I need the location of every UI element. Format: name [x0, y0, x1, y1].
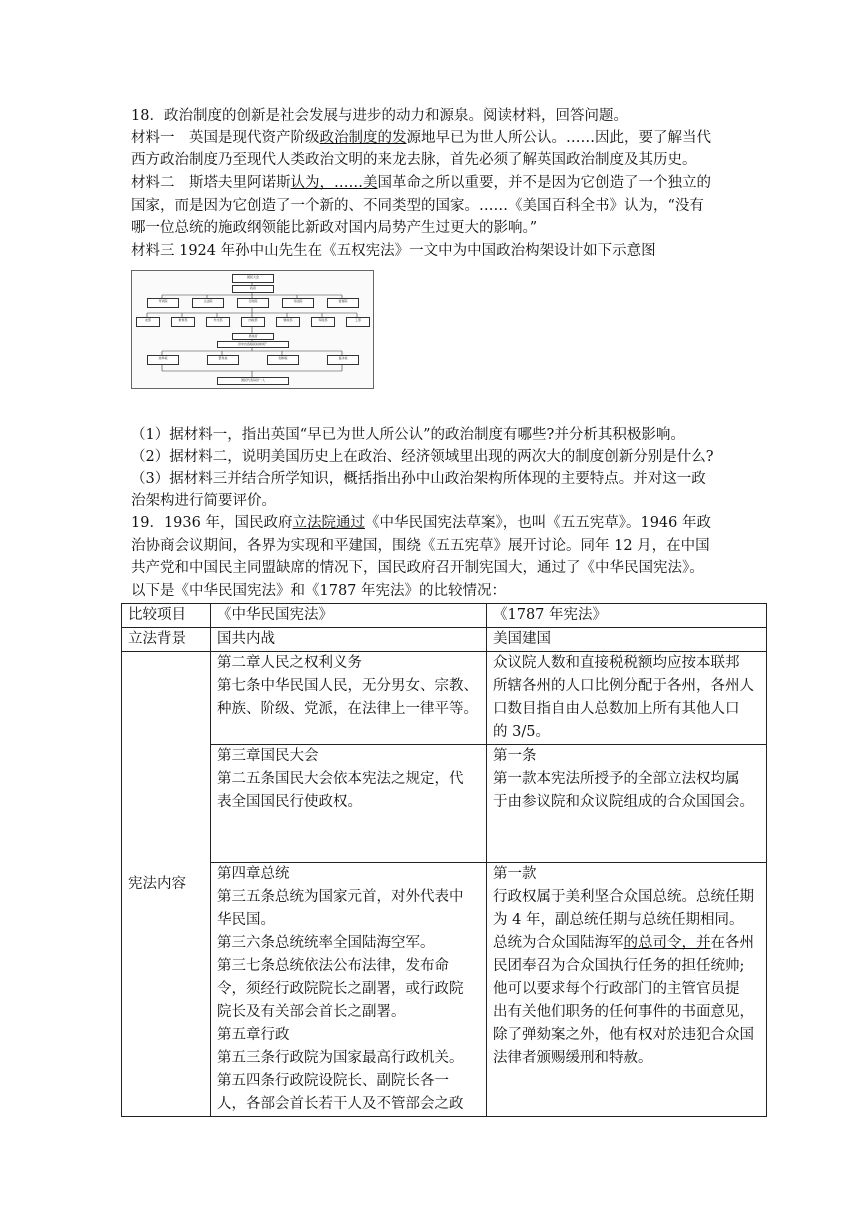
m2-text-b: 国革命之所以重要，并不是因为它创造了一个独立的 [377, 175, 711, 191]
diagram-county-delegate: 国民代表每县一人 [217, 377, 289, 385]
row-label-content: 宪法内容 [122, 652, 211, 1117]
cell-line: 所辖各州的人口比例分配于各州，各州人 [493, 678, 754, 694]
us-president-cell [487, 863, 767, 1117]
us-text: 在各州 [710, 935, 754, 951]
cell-line: 第五章行政 [217, 1027, 290, 1043]
diagram-right-box: 罢免权 [207, 355, 239, 365]
comparison-table [121, 603, 767, 1117]
table-row-assembly [122, 745, 767, 863]
us-background: 美国建国 [487, 628, 767, 652]
cell-line: 于由参议院和众议院组成的合众国国会。 [493, 794, 754, 810]
material-3: 材料三 1924 年孙中山先生在《五权宪法》一文中为中国政治构架设计如下示意图 [131, 243, 656, 259]
diagram-government: 政府 [232, 285, 274, 293]
cell-line: 种族、阶级、党派，在法律上一律平等。 [217, 701, 478, 717]
diagram-right-box: 复决权 [327, 355, 359, 365]
us-line: 除了弹劾案之外，他有权对於违犯合众国 [493, 1027, 754, 1043]
us-line: 行政权属于美利坚合众国总统。总统任期 [493, 889, 754, 905]
cell-line: 第三七条总统依法公布法律，发布命 [217, 958, 449, 974]
cell-line: 人，各部会首长若干人及不管部会之政 [217, 1096, 464, 1112]
cell-line: 第三六条总统统率全国陆海空军。 [217, 935, 435, 951]
us-line: 出有关他们职务的任何事件的书面意见， [493, 1004, 754, 1020]
diagram-yuan-box: 立法院 [192, 298, 224, 308]
m2-underlined: 认为，……美 [290, 175, 378, 191]
cell-line: 第一款本宪法所授予的全部立法权均属 [493, 771, 740, 787]
diagram-ministry-box: 内政部 [241, 317, 265, 327]
q18-sub-3-line-1: （3）据材料三并结合所学知识，概括指出孙中山政治架构所体现的主要特点。并对这一政 [131, 471, 706, 487]
table-row-executive [122, 863, 767, 1117]
diagram-county: 县政府 [232, 333, 274, 340]
diagram-ministry-box: 外交部 [206, 317, 230, 327]
material-1-line-1 [131, 127, 711, 149]
diagram-ministry-box: 农部 [136, 317, 160, 327]
cell-line: 口数目指自由人总数加上所有其他人口 [493, 701, 740, 717]
header-item: 比较项目 [122, 604, 211, 628]
diagram-ministry-box: 财政部 [276, 317, 300, 327]
table-header-row [122, 604, 767, 628]
roc-assembly-cell [211, 745, 487, 863]
roc-president-cell [211, 863, 487, 1117]
us-line: 法律者颁赐缓刑和特赦。 [493, 1050, 653, 1066]
cell-line: 第五四条行政院设院长、副院长各一 [217, 1073, 449, 1089]
table-row-rights [122, 652, 767, 745]
us-rights-cell [487, 652, 767, 745]
header-roc: 《中华民国宪法》 [211, 604, 487, 628]
cell-line: 的 3/5。 [493, 724, 550, 740]
cell-line: 第三章国民大会 [217, 748, 319, 764]
diagram-ministry-box: 教育部 [171, 317, 195, 327]
us-line: 第一款 [493, 866, 537, 882]
diagram-yuan-box: 考试院 [147, 298, 179, 308]
diagram-national-assembly: 国民大会 [232, 274, 274, 283]
m1-text-a: 材料一 英国是现代资产阶级 [131, 130, 320, 146]
table-row-background [122, 628, 767, 652]
cell-line: 第二章人民之权利义务 [217, 655, 362, 671]
q19-text-a: 19．1936 年，国民政府 [131, 515, 293, 531]
material-1-line-2: 西方政治制度乃至现代人类政治文明的来龙去脉，首先必须了解英国政治制度及其历史。 [131, 152, 697, 168]
cell-line: 表全国国民行使政权。 [217, 794, 362, 810]
q18-sub-2: （2）据材料二，说明美国历史上在政治、经济领域里出现的两次大的制度创新分别是什么? [131, 449, 714, 465]
q19-line-2: 治协商会议期间，各界为实现和平建国，围绕《五五宪草》展开讨论。同年 12 月，在中国 [131, 538, 710, 554]
us-text: 总统为合众国陆海军 [493, 935, 624, 951]
q18-sub-3-line-2: 治架构进行简要评价。 [131, 493, 276, 509]
q19-line-3: 共产党和中国民主同盟缺席的情况下，国民政府召开制宪国大，通过了《中华民国宪法》。 [131, 560, 704, 576]
diagram-ministry-box: 工部 [346, 317, 370, 327]
cell-line: 第七条中华民国人民，无分男女、宗教、 [217, 678, 478, 694]
cell-line: 众议院人数和直接税税额均应按本联邦 [493, 655, 740, 671]
cell-line: 令，须经行政院院长之副署，或行政院 [217, 981, 464, 997]
cell-line: 院长及有关部会首长之副署。 [217, 1004, 406, 1020]
material-2-line-2: 国家，而是因为它创造了一个新的、不同类型的国家。……《美国百科全书》认为，“没有 [131, 198, 704, 214]
q19-line-1 [131, 512, 711, 534]
q18-sub-1: （1）据材料一，指出英国“早已为世人所公认”的政治制度有哪些?并分析其积极影响。 [131, 427, 685, 443]
us-line: 他可以要求每个行政部门的主管官员提 [493, 981, 740, 997]
cell-line: 华民国。 [217, 912, 275, 928]
q19-line-4: 以下是《中华民国宪法》和《1787 年宪法》的比较情况： [131, 583, 507, 599]
material-2-line-1 [131, 172, 711, 194]
roc-background: 国共内战 [211, 628, 487, 652]
diagram-yuan-box: 司法院 [282, 298, 314, 308]
political-structure-diagram [131, 270, 374, 389]
diagram-ministry-box: 军政部 [311, 317, 335, 327]
us-line: 为 4 年，副总统任期与总统任期相同。 [493, 912, 744, 928]
m2-text-a: 材料二 斯塔夫里阿诺斯 [131, 175, 291, 191]
m1-underlined: 政治制度的发 [319, 130, 407, 146]
cell-line: 第五三条行政院为国家最高行政机关。 [217, 1050, 464, 1066]
row-label-background: 立法背景 [122, 628, 211, 652]
material-2-line-3: 哪一位总统的施政纲领能比新政对国内局势产生过更大的影响。” [131, 220, 538, 236]
q18-intro: 18．政治制度的创新是社会发展与进步的动力和源泉。阅读材料，回答问题。 [131, 108, 628, 124]
cell-line: 第一条 [493, 748, 537, 764]
diagram-yuan-box: 行政院 [237, 298, 269, 308]
us-line [493, 932, 760, 955]
m1-text-b: 源地早已为世人所公认。……因此，要了解当代 [406, 130, 711, 146]
diagram-yuan-box: 监察院 [327, 298, 359, 308]
us-congress-cell [487, 745, 767, 863]
us-underlined: 的总司令，并 [623, 935, 711, 951]
cell-line: 第二五条国民大会依本宪法之规定，代 [217, 771, 464, 787]
header-us: 《1787 年宪法》 [487, 604, 767, 628]
roc-rights-cell [211, 652, 487, 745]
diagram-right-box: 创制权 [267, 355, 299, 365]
cell-line: 第三五条总统为国家元首，对外代表中 [217, 889, 464, 905]
q19-underlined: 立法院通过 [292, 515, 365, 531]
diagram-right-box: 选举权 [147, 355, 179, 365]
diagram-direct-rights: 县中自直接民权如何？ [217, 341, 289, 348]
cell-line: 第四章总统 [217, 866, 290, 882]
q19-text-b: 《中华民国宪法草案》，也叫《五五宪草》。1946 年政 [364, 515, 711, 531]
us-line: 民团奉召为合众国执行任务的担任统帅; [493, 958, 745, 974]
